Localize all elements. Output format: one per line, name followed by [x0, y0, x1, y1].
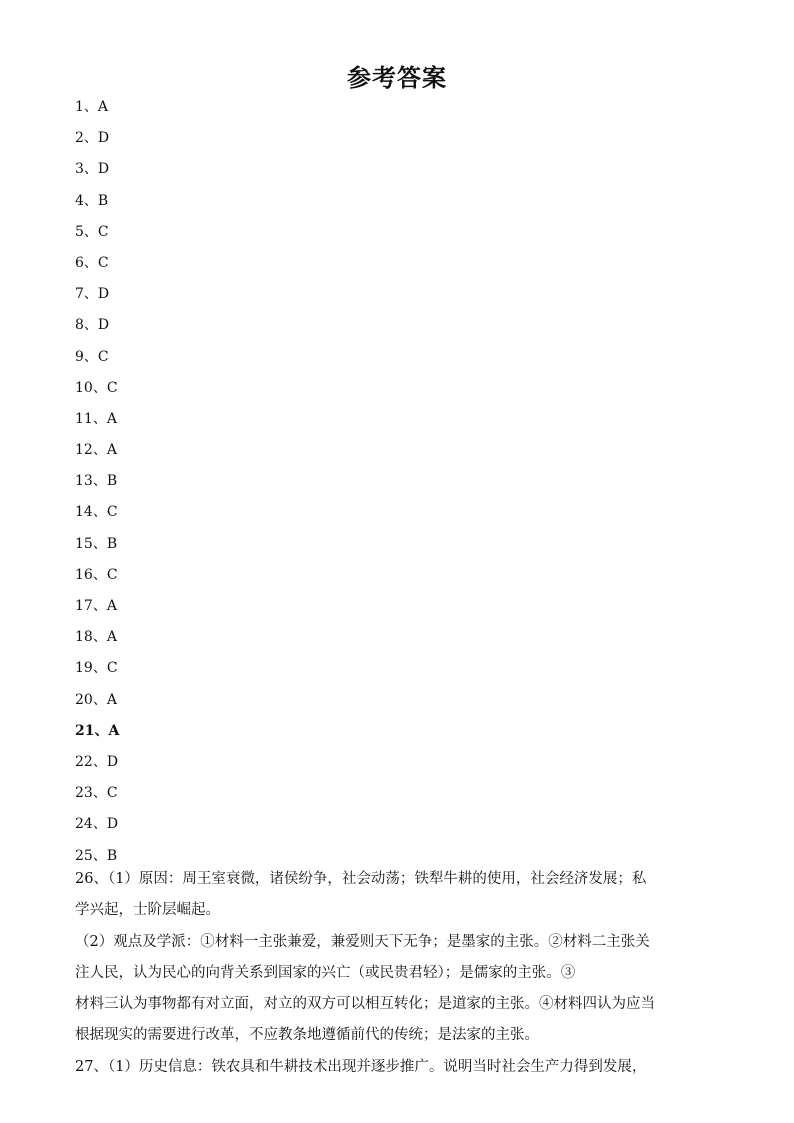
answer-item: [75, 497, 119, 528]
answer-item: [75, 716, 119, 747]
answer-ans: B: [106, 847, 118, 864]
answer-sep: 、: [83, 348, 98, 365]
answer-ans: D: [97, 161, 110, 178]
answer-item: [75, 310, 119, 341]
answer-ans: C: [97, 348, 109, 365]
answer-sep: 、: [83, 286, 98, 303]
answer-item: [75, 279, 119, 310]
answer-item: [75, 435, 119, 466]
answer-sep: 、: [83, 192, 98, 209]
answer-sep: 、: [92, 473, 107, 490]
answer-sep: 、: [94, 722, 109, 739]
answer-num: 18: [75, 629, 93, 646]
answer-sep: 、: [92, 410, 107, 427]
answer-item: [75, 186, 119, 217]
answer-sep: 、: [92, 816, 107, 833]
answer-sep: 、: [83, 223, 98, 240]
essay-line: 学兴起，士阶层崛起。: [75, 902, 220, 919]
answer-sep: 、: [92, 566, 107, 583]
answer-item: [75, 248, 119, 279]
answer-num: 13: [75, 473, 93, 490]
answer-ans: D: [97, 317, 110, 334]
answer-ans: B: [97, 192, 109, 209]
answer-num: 2: [75, 130, 84, 147]
answer-sep: 、: [92, 691, 107, 708]
answer-num: 22: [75, 753, 93, 770]
essay-answers: [75, 864, 725, 1083]
answer-ans: A: [108, 722, 120, 739]
answer-sep: 、: [92, 753, 107, 770]
answer-ans: C: [106, 504, 118, 521]
page-title: 参考答案: [347, 64, 447, 92]
answer-num: 8: [75, 317, 84, 334]
answer-num: 23: [75, 785, 93, 802]
answer-num: 9: [75, 348, 84, 365]
essay-line: 根据现实的需要进行改革，不应教条地遵循前代的传统；是法家的主张。: [75, 1027, 539, 1044]
answer-item: [75, 123, 119, 154]
essay-line: 材料三认为事物都有对立面，对立的双方可以相互转化；是道家的主张。④材料四认为应当: [75, 996, 655, 1013]
answer-sep: 、: [83, 130, 98, 147]
answer-item: [75, 529, 119, 560]
answer-ans: A: [106, 410, 117, 427]
answer-ans: C: [97, 223, 109, 240]
answer-sep: 、: [92, 442, 107, 459]
answer-sep: 、: [92, 785, 107, 802]
answer-num: 16: [75, 566, 93, 583]
answer-ans: A: [106, 629, 117, 646]
essay-line: （2）观点及学派：①材料一主张兼爱，兼爱则天下无争；是墨家的主张。②材料二主张关: [75, 933, 650, 950]
answer-ans: C: [106, 660, 118, 677]
answer-item: [75, 154, 119, 185]
answer-ans: A: [106, 598, 117, 614]
answer-sep: 、: [92, 535, 107, 552]
answer-num: 7: [75, 286, 84, 303]
answer-ans: A: [106, 691, 117, 708]
answer-num: 6: [75, 254, 84, 271]
answer-item: [75, 653, 119, 684]
answer-item: [75, 747, 119, 778]
answer-item: [75, 591, 119, 622]
answer-sep: 、: [92, 660, 107, 677]
answer-item: [75, 373, 119, 404]
answer-num: 17: [75, 598, 93, 614]
answer-num: 5: [75, 223, 84, 240]
essay-line: 26、（1）原因：周王室衰微，诸侯纷争，社会动荡；铁犁牛耕的使用，社会经济发展；私: [75, 871, 647, 887]
answer-item: [75, 217, 119, 248]
answer-item: [75, 404, 119, 435]
answer-sep: 、: [92, 504, 107, 521]
answer-num: 10: [75, 379, 93, 396]
answer-num: 4: [75, 192, 84, 209]
answer-item: [75, 466, 119, 497]
answer-item: [75, 622, 119, 653]
answer-sep: 、: [83, 254, 98, 271]
answer-num: 3: [75, 161, 84, 178]
answer-item: [75, 92, 119, 123]
answer-sep: 、: [92, 598, 107, 614]
answer-num: 24: [75, 816, 93, 833]
answer-item: [75, 778, 119, 809]
answer-sep: 、: [83, 317, 98, 334]
answer-ans: D: [97, 130, 110, 147]
answer-sep: 、: [83, 161, 98, 178]
answer-ans: C: [97, 254, 109, 271]
answer-item: [75, 342, 119, 373]
answer-ans: D: [106, 816, 119, 833]
answer-ans: C: [106, 379, 118, 396]
answer-ans: A: [97, 99, 109, 115]
answer-item: [75, 809, 119, 840]
answer-sep: 、: [83, 99, 98, 115]
answer-sep: 、: [92, 379, 107, 396]
answer-ans: C: [106, 566, 118, 583]
answer-ans: D: [106, 753, 119, 770]
answer-ans: C: [106, 785, 118, 802]
answer-num: 19: [75, 660, 93, 677]
answer-num: 25: [75, 847, 93, 864]
answer-num: 15: [75, 535, 93, 552]
essay-line: 27、（1）历史信息：铁农具和牛耕技术出现并逐步推广。说明当时社会生产力得到发展，: [75, 1058, 647, 1075]
answer-num: 21: [75, 722, 95, 739]
answer-num: 20: [75, 691, 93, 708]
answer-ans: B: [106, 535, 118, 552]
answer-sep: 、: [92, 629, 107, 646]
answer-item: [75, 560, 119, 591]
answer-num: 14: [75, 504, 93, 521]
answer-ans: B: [106, 473, 118, 490]
answer-ans: D: [97, 286, 110, 303]
essay-line: 注人民，认为民心的向背关系到国家的兴亡（或民贵君轻）；是儒家的主张。③: [75, 964, 576, 981]
answer-sep: 、: [92, 847, 107, 864]
answer-list: [75, 92, 119, 872]
answer-num: 11: [75, 410, 93, 427]
answer-num: 12: [75, 442, 93, 459]
answer-item: [75, 685, 119, 716]
answer-ans: A: [106, 442, 117, 459]
answer-num: 1: [75, 99, 84, 115]
